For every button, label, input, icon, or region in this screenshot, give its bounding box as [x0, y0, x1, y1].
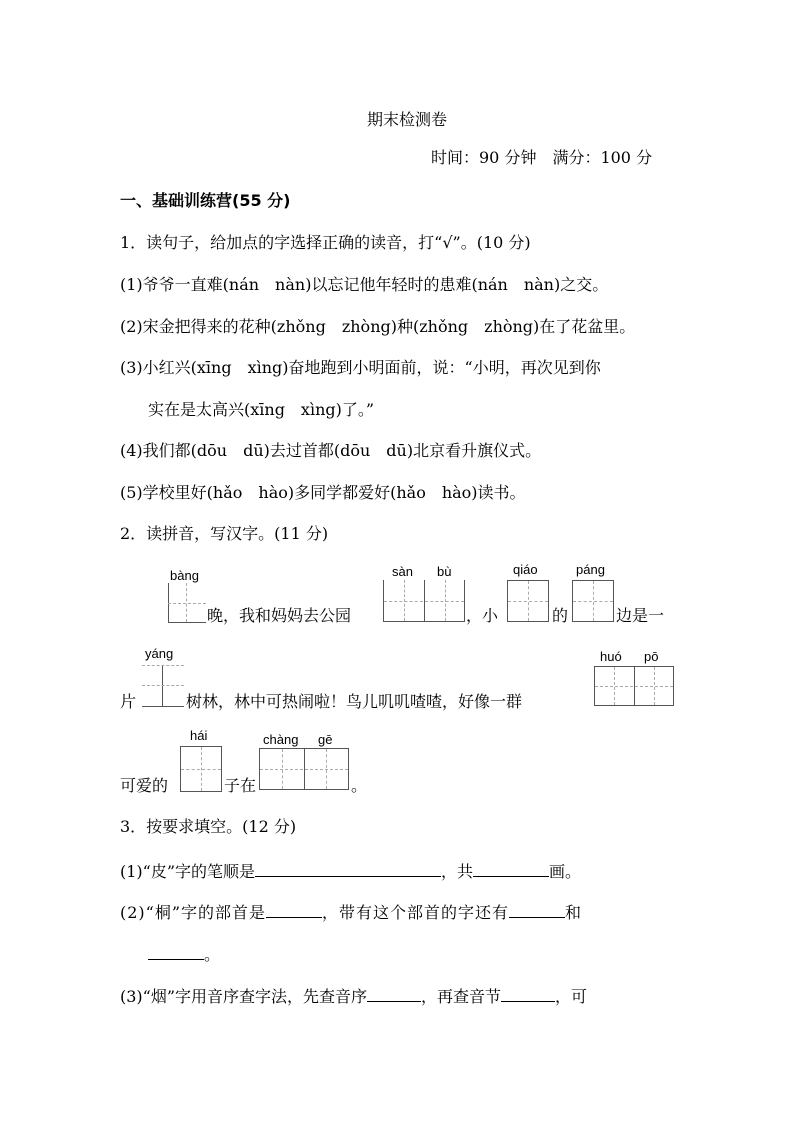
q3-item-3-text-b: ，再查音节 — [421, 987, 502, 1006]
syllable-blank[interactable] — [501, 983, 555, 1002]
q2-line1-text-d: 边是一 — [616, 606, 665, 625]
pinyin-bang: bàng — [170, 568, 199, 583]
pinyin-san: sàn — [392, 564, 413, 579]
q3-item-2-text-a: (2)“桐”字的部首是 — [120, 903, 267, 922]
char-grid-pang[interactable] — [572, 580, 614, 622]
q1-sentence-5: (5)学校里好(hǎo hào)多同学都爱好(hǎo hào)读书。 — [120, 483, 526, 502]
radical-example-blank-2[interactable] — [148, 941, 204, 960]
pinyin-huo: huó — [600, 649, 622, 664]
pinyin-qiao: qiáo — [513, 562, 538, 577]
q3-item-2-line2 — [148, 941, 220, 965]
radical-example-blank-1[interactable] — [509, 899, 565, 918]
q2-line3-text-b: 子在 — [224, 776, 257, 795]
pinyin-bu: bù — [437, 564, 452, 579]
q3-item-2-text-b: ，带有这个部首的字还有 — [322, 903, 510, 922]
q2-line2-text-a: 片 — [120, 692, 137, 711]
q3-item-1-text-a: (1)“皮”字的笔顺是 — [120, 862, 256, 881]
q3-title: 3．按要求填空。(12 分) — [120, 817, 297, 836]
char-grid-bang[interactable] — [168, 583, 206, 623]
pinyin-pang: páng — [576, 562, 605, 577]
q3-item-3 — [120, 983, 587, 1007]
q1-sentence-1: (1)爷爷一直难(nán nàn)以忘记他年轻时的患难(nán nàn)之交。 — [120, 275, 609, 294]
q2-line3-text-c: 。 — [351, 776, 368, 795]
page-title: 期末检测卷 — [367, 110, 448, 129]
q1-title: 1．读句子，给加点的字选择正确的读音，打“√”。(10 分) — [120, 233, 531, 252]
q2-line1-text-c: 的 — [552, 606, 569, 625]
char-grid-sanbu[interactable] — [383, 580, 465, 622]
q2-title: 2．读拼音，写汉字。(11 分) — [120, 524, 329, 543]
q2-line2-text-b: 树林，林中可热闹啦！鸟儿叽叽喳喳，好像一群 — [186, 692, 523, 711]
radical-blank[interactable] — [266, 899, 322, 918]
pinyin-ge: gē — [318, 732, 333, 747]
char-grid-hai[interactable] — [180, 746, 222, 792]
q3-item-1-text-c: 画。 — [549, 862, 582, 881]
char-grid-qiao[interactable] — [507, 580, 549, 622]
stroke-order-blank[interactable] — [255, 858, 441, 877]
q3-item-2-text-d: 。 — [204, 945, 221, 964]
pinyin-yang: yáng — [145, 646, 174, 661]
q3-item-2 — [120, 899, 582, 923]
q2-line1-text-b: ，小 — [466, 606, 499, 625]
q3-item-2-text-c: 和 — [565, 903, 583, 922]
q3-item-1-text-b: ，共 — [441, 862, 474, 881]
q2-line1-text-a: 晚，我和妈妈去公园 — [207, 606, 352, 625]
pinyin-po: pō — [644, 649, 659, 664]
q1-sentence-4: (4)我们都(dōu dū)去过首都(dōu dū)北京看升旗仪式。 — [120, 441, 542, 460]
q2-line3-text-a: 可爱的 — [120, 776, 169, 795]
section-heading: 一、基础训练营(55 分) — [120, 191, 291, 210]
char-grid-huopo[interactable] — [594, 666, 674, 706]
q3-item-3-text-a: (3)“烟”字用音序查字法，先查音序 — [120, 987, 368, 1006]
pinyin-chang: chàng — [263, 732, 299, 747]
exam-meta: 时间：90 分钟 满分：100 分 — [431, 148, 653, 167]
pinyin-hai: hái — [190, 728, 208, 743]
char-grid-yang[interactable] — [142, 665, 184, 707]
stroke-count-blank[interactable] — [473, 858, 549, 877]
q3-item-1 — [120, 858, 581, 882]
char-grid-changge[interactable] — [259, 748, 349, 790]
q3-item-3-text-c: ，可 — [555, 987, 588, 1006]
q1-sentence-3b: 实在是太高兴(xīng xìng)了。” — [148, 400, 375, 419]
q1-sentence-3a: (3)小红兴(xīng xìng)奋地跑到小明面前，说：“小明，再次见到你 — [120, 358, 601, 377]
initial-letter-blank[interactable] — [367, 983, 421, 1002]
q1-sentence-2: (2)宋金把得来的花种(zhǒng zhòng)种(zhǒng zhòng)在了花盆里。 — [120, 317, 636, 336]
